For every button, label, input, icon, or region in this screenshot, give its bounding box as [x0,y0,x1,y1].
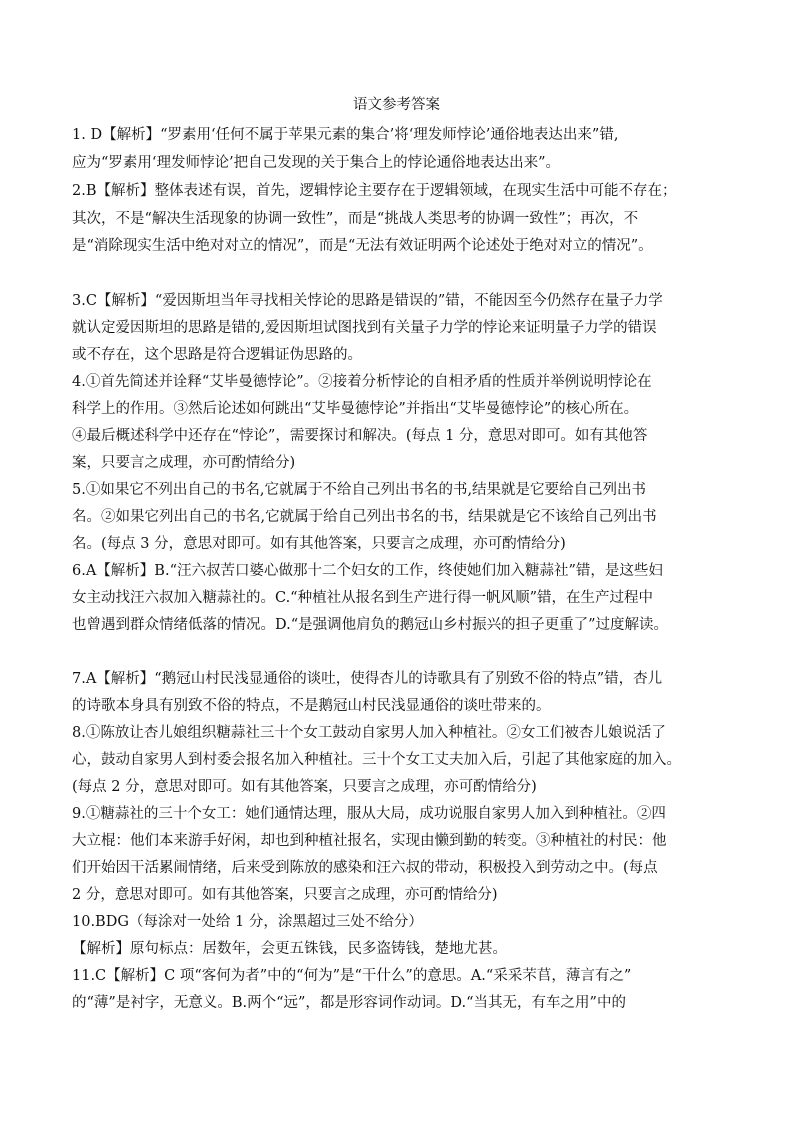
text-line-9: 4.①首先简述并诠释“艾毕曼德悖论”。②接着分析悖论的自相矛盾的性质并举例说明悖论在 [72,374,652,390]
text-line-28: 10.BDG（每涂对一处给 1 分，涂黑超过三处不给分） [72,914,423,930]
text-line-11: ④最后概述科学中还存在“悖论”，需要探讨和解决。(每点 1 分，意思对即可。如有其他答 [72,428,648,444]
text-line-2: 应为“罗素用‘理发师悖论’把自己发现的关于集合上的悖论通俗地表达出来”。 [72,155,561,171]
text-line-3: 2.B【解析】整体表述有误，首先，逻辑悖论主要存在于逻辑领域，在现实生活中可能不存在； [72,183,677,199]
text-line-25: 大立棍：他们本来游手好闲，却也到种植社报名，实现由懒到勤的转变。③种植社的村民：他 [72,833,667,849]
text-line-15: 名。(每点 3 分，意思对即可。如有其他答案，只要言之成理，亦可酌情给分) [72,536,566,552]
text-line-30: 11.C【解析】C 项“客何为者”中的“何为”是“干什么”的意思。A.“采采芣苢，薄言有之” [72,968,632,984]
text-line-31: 的“薄”是衬字，无意义。B.两个“远”，都是形容词作动词。D.“当其无，有车之用”中的 [72,995,626,1011]
text-line-18: 也曾遇到群众情绪低落的情况。D.“是强调他肩负的鹅冠山乡村振兴的担子更重了”过度解读。 [72,617,669,633]
text-line-20: 的诗歌本身具有别致不俗的特点，不是鹅冠山村民浅显通俗的谈吐带来的。 [72,698,551,714]
text-line-26: 们开始因干活累闹情绪，后来受到陈放的感染和汪六叔的带动，积极投入到劳动之中。(每点 [72,860,658,876]
text-line-17: 女主动找汪六叔加入糖蒜社的。C.“种植社从报名到生产进行得一帆风顺”错，在生产过程中 [72,590,654,606]
text-line-13: 5.①如果它不列出自己的书名,它就属于不给自己列出书名的书,结果就是它要给自己列出书 [72,482,647,498]
text-line-6: 3.C【解析】“爱因斯坦当年寻找相关悖论的思路是错误的”错，不能因至今仍然存在量子力学 [72,293,663,309]
page-title: 语文参考答案 [353,97,440,113]
text-line-22: 心，鼓动自家男人到村委会报名加入种植社。三十个女工丈夫加入后，引起了其他家庭的加入。 [72,752,681,768]
text-line-5: 是“消除现实生活中绝对对立的情况”，而是“无法有效证明两个论述处于绝对对立的情况”。 [72,238,653,254]
text-line-7: 就认定爱因斯坦的思路是错的,爱因斯坦试图找到有关量子力学的悖论来证明量子力学的错误 [72,320,657,336]
text-line-23: (每点 2 分，意思对即可。如有其他答案，只要言之成理，亦可酌情给分) [72,779,537,795]
text-line-24: 9.①糖蒜社的三十个女工：她们通情达理，服从大局，成功说服自家男人加入到种植社。②四 [72,806,666,822]
text-line-14: 名。②如果它列出自己的书名,它就属于给自己列出书名的书，结果就是它不该给自己列出书 [72,509,657,525]
text-line-4: 其次，不是“解决生活现象的协调一致性”，而是“挑战人类思考的协调一致性”；再次，不 [72,211,639,227]
text-line-16: 6.A【解析】B.“汪六叔苦口婆心做那十二个妇女的工作，终使她们加入糖蒜社”错，是这些妇 [72,563,663,579]
text-line-19: 7.A【解析】“鹅冠山村民浅显通俗的谈吐，使得杏儿的诗歌具有了别致不俗的特点”错，杏儿 [72,671,663,687]
text-line-29: 【解析】原句标点：居数年，会更五铢钱，民多盗铸钱，楚地尤甚。 [72,941,507,957]
text-line-10: 科学上的作用。③然后论述如何跳出“艾毕曼德悖论”并指出“艾毕曼德悖论”的核心所在。 [72,401,639,417]
text-line-8: 或不存在，这个思路是符合逻辑证伪思路的。 [72,347,362,363]
text-line-1: 1. D【解析】“罗素用‘任何不属于苹果元素的集合’将‘理发师悖论’通俗地表达出来”错, [72,127,619,143]
text-line-27: 2 分，意思对即可。如有其他答案，只要言之成理，亦可酌情给分) [72,887,498,903]
text-line-21: 8.①陈放让杏儿娘组织糖蒜社三十个女工鼓动自家男人加入种植社。②女工们被杏儿娘说活了 [72,725,666,741]
text-line-12: 案，只要言之成理，亦可酌情给分) [72,455,296,471]
